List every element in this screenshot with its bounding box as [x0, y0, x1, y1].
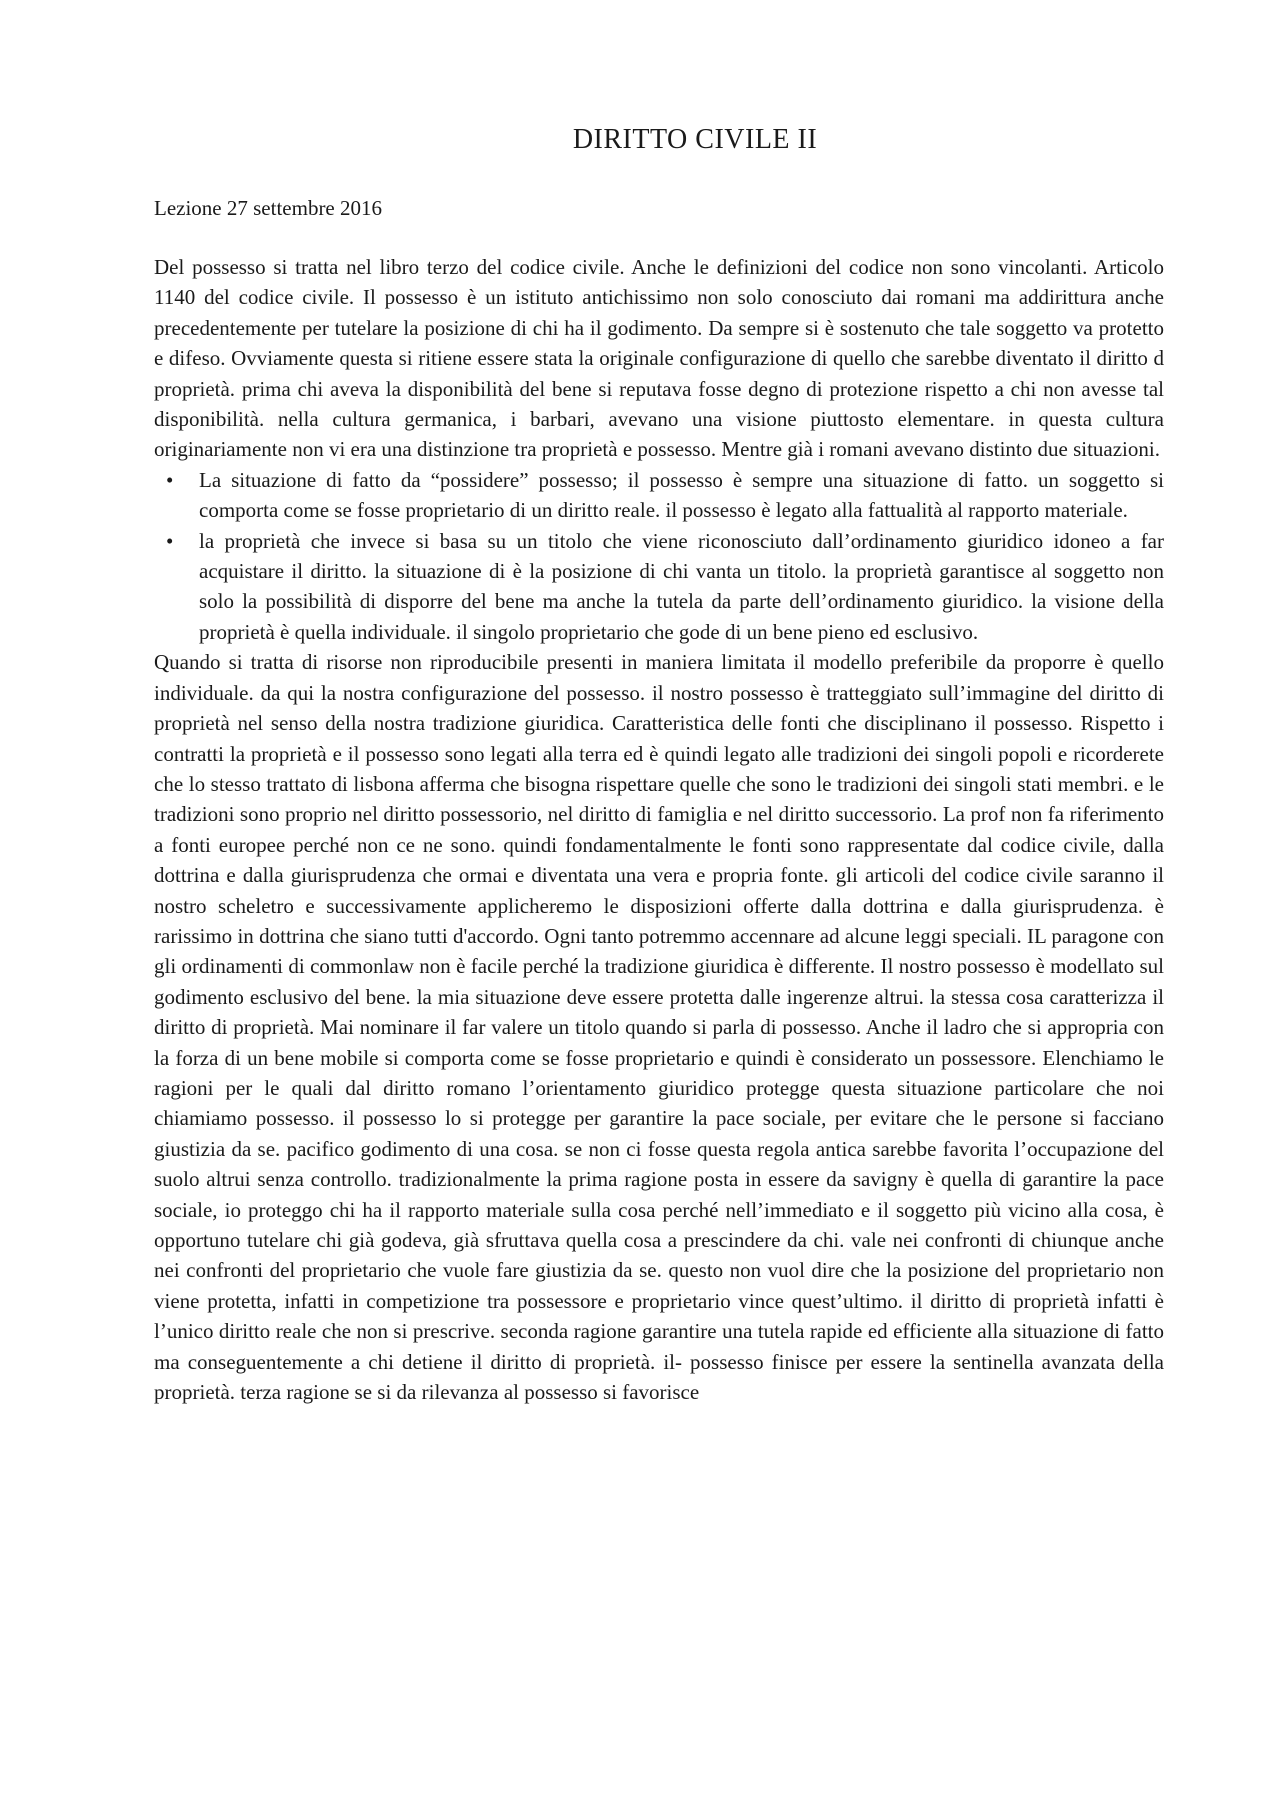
list-item-text: la proprietà che invece si basa su un titolo che viene riconosciuto dall’ordinamento giuridico idoneo a far acquistare il diritto. la situazione di è la posizione di chi vanta un titolo. la proprietà garantisce al soggetto non solo la possibilità di disporre del bene ma anche la tutela da parte dell’ordinamento giuridico. la visione della proprietà è quella individuale. il singolo proprietario che gode di un bene pieno ed esclusivo.	[199, 528, 1164, 644]
paragraph-main: Quando si tratta di risorse non riproducibile presenti in maniera limitata il modello preferibile da proporre è quello individuale. da qui la nostra configurazione del possesso. il nostro possesso è tratteggiato sull’immagine del diritto di proprietà nel senso della nostra tradizione giuridica. Caratteristica delle fonti che disciplinano il possesso. Rispetto i contratti la proprietà e il possesso sono legati alla terra ed è quindi legato alle tradizioni dei singoli popoli e ricorderete che lo stesso trattato di lisbona afferma che bisogna rispettare quelle che sono le tradizioni dei singoli stati membri. e le tradizioni sono proprio nel diritto possessorio, nel diritto di famiglia e nel diritto successorio. La prof non fa riferimento a fonti europee perché non ce ne sono. quindi fondamentalmente le fonti sono rappresentate dal codice civile, dalla dottrina e dalla giurisprudenza che ormai e diventata una vera e propria fonte. gli articoli del codice civile saranno il nostro scheletro e successivamente applicheremo le disposizioni offerte dalla dottrina e dalla giurisprudenza. è rarissimo in dottrina che siano tutti d'accordo. Ogni tanto potremmo accennare ad alcune leggi speciali. IL paragone con gli ordinamenti di commonlaw non è facile perché la tradizione giuridica è differente. Il nostro possesso è modellato sul godimento esclusivo del bene. la mia situazione deve essere protetta dalle ingerenze altrui. la stessa cosa caratterizza il diritto di proprietà. Mai nominare il far valere un titolo quando si parla di possesso. Anche il ladro che si appropria con la forza di un bene mobile si comporta come se fosse proprietario e quindi è considerato un possessore. Elenchiamo le ragioni per le quali dal diritto romano l’orientamento giuridico protegge questa situazione particolare che noi chiamiamo possesso. il possesso lo si protegge per garantire la pace sociale, per evitare che le persone si facciano giustizia da se. pacifico godimento di una cosa. se non ci fosse questa regola antica sarebbe favorita l’occupazione del suolo altrui senza controllo. tradizionalmente la prima ragione posta in essere da savigny è quella di garantire la pace sociale, io proteggo chi ha il rapporto materiale sulla cosa perché nell’immediato e il soggetto più vicino alla cosa, è opportuno tutelare chi già godeva, già sfruttava quella cosa a prescindere da chi. vale nei confronti di chiunque anche nei confronti del proprietario che vuole fare giustizia da se. questo non vuol dire che la posizione del proprietario non viene protetta, infatti in competizione tra possessore e proprietario vince quest’ultimo. il diritto di proprietà infatti è l’unico diritto reale che non si prescrive. seconda ragione garantire una tutela rapide ed efficiente alla situazione di fatto ma conseguentemente a chi detiene il diritto di proprietà. il- possesso finisce per essere la sentinella avanzata della proprietà. terza ragione se si da rilevanza al possesso si favorisce	[154, 650, 1164, 1405]
bullet-icon: •	[166, 528, 174, 553]
paragraph-intro: Del possesso si tratta nel libro terzo del codice civile. Anche le definizioni del codice non sono vincolanti. Articolo 1140 del codice civile. Il possesso è un istituto antichissimo non solo conosciuto dai romani ma addirittura anche precedentemente per tutelare la posizione di chi ha il godimento. Da sempre si è sostenuto che tale soggetto va protetto e difeso. Ovviamente questa si ritiene essere stata la originale configurazione di quello che sarebbe diventato il diritto d proprietà. prima chi aveva la disponibilità del bene si reputava fosse degno di protezione rispetto a chi non avesse tal disponibilità. nella cultura germanica, i barbari, avevano una visione piuttosto elementare. in questa cultura originariamente non vi era una distinzione tra proprietà e possesso. Mentre già i romani avevano distinto due situazioni.	[154, 255, 1164, 462]
list-item	[154, 526, 1164, 648]
list-item	[154, 465, 1164, 526]
list-item-text: La situazione di fatto da “possidere” possesso; il possesso è sempre una situazione di fatto. un soggetto si comporta come se fosse proprietario di un diritto reale. il possesso è legato alla fattualità al rapporto materiale.	[199, 467, 1164, 523]
lesson-date: Lezione 27 settembre 2016	[154, 196, 383, 220]
page-title: DIRITTO CIVILE II	[572, 124, 818, 155]
bullet-list	[154, 465, 1164, 647]
document-body	[154, 252, 1164, 1407]
bullet-icon: •	[166, 467, 174, 492]
